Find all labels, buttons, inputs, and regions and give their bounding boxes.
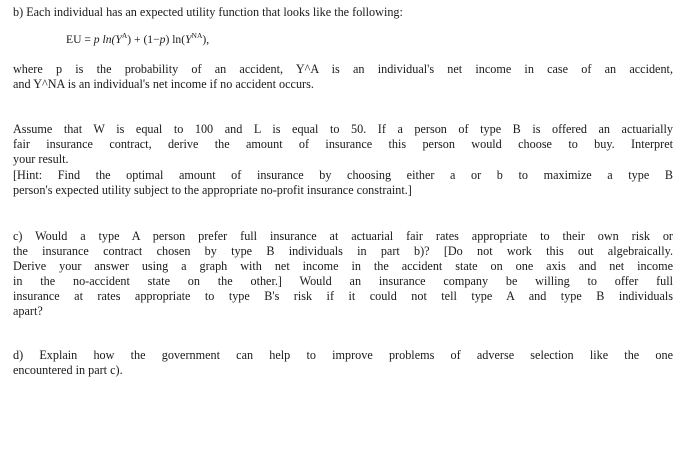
part-c-line-4: in the no-accident state on the other.] Would an insurance company be willing to offer full xyxy=(13,274,673,288)
part-b-intro: b) Each individual has an expected utility function that looks like the following: xyxy=(13,5,403,19)
expected-utility-formula: EU = p $\ln(Y^A) + (1-p)$ $\ln(Y^{NA})$, xyxy=(66,31,210,46)
assume-line-1: Assume that W is equal to 100 and L is equal to 50. If a person of type B is offered an actuarially xyxy=(13,122,673,136)
hint-line-1: [Hint: Find the optimal amount of insurance by choosing either a or b to maximize a type B xyxy=(13,168,673,182)
part-c-line-1: c) Would a type A person prefer full insurance at actuarial fair rates appropriate to their own risk or xyxy=(13,229,673,243)
part-d-line-1: d) Explain how the government can help to improve problems of adverse selection like the one xyxy=(13,348,673,362)
assume-line-3: your result. xyxy=(13,152,69,166)
hint-line-2: person's expected utility subject to the appropriate no-profit insurance constraint.] xyxy=(13,183,412,197)
assume-line-2: fair insurance contract, derive the amount of insurance this person would choose to buy. Interpret xyxy=(13,137,673,151)
part-c-line-2: the insurance contract chosen by type B individuals in part b)? [Do not work this out algebraically. xyxy=(13,244,673,258)
part-d-line-2: encountered in part c). xyxy=(13,363,123,377)
where-line-1: where p is the probability of an accident, Y^A is an individual's net income in case of an accident, xyxy=(13,62,673,76)
part-c-line-3: Derive your answer using a graph with net income in the accident state on one axis and net income xyxy=(13,259,673,273)
where-line-2: and Y^NA is an individual's net income if no accident occurs. xyxy=(13,77,314,91)
part-c-line-5: insurance at rates appropriate to type B's risk if it could not tell type A and type B individuals xyxy=(13,289,673,303)
part-c-line-6: apart? xyxy=(13,304,43,318)
